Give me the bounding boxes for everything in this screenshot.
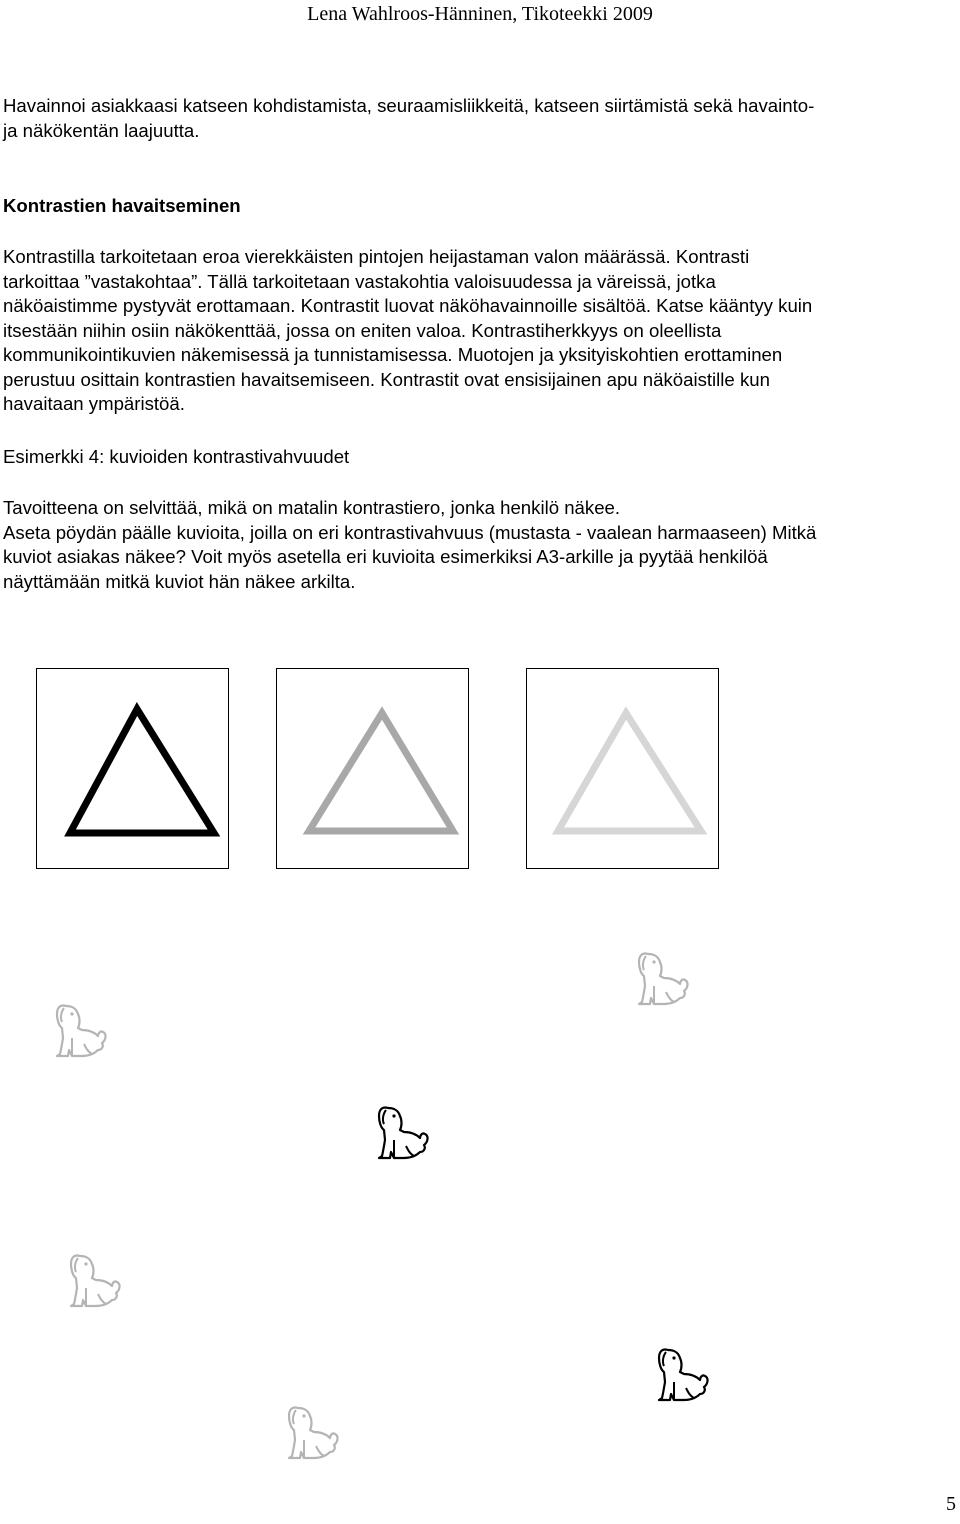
dog-outline — [379, 1107, 428, 1158]
dog-icon — [62, 1248, 126, 1312]
dog-ear — [293, 1410, 296, 1424]
dog-leg — [654, 986, 674, 1004]
paragraph-line: näköaistimme pystyvät erottamaan. Kontrastit luovat näköhavainnoille sisältöä. Katse kääntyy kuin — [3, 295, 813, 316]
dog-outline — [639, 953, 688, 1004]
dog-leg — [304, 1440, 324, 1458]
dog-leg — [86, 1288, 106, 1306]
dog-ear — [61, 1008, 64, 1022]
paragraph-line: Kontrastilla tarkoitetaan eroa vierekkäisten pintojen heijastaman valon määrässä. Kontrasti — [3, 246, 750, 267]
paragraph-line: kommunikointikuvien näkemisessä ja tunnistamisessa. Muotojen ja yksityiskohtien erottaminen — [3, 344, 783, 365]
paragraph-line: perustuu osittain kontrastien havaitsemiseen. Kontrastit ovat ensisijainen apu näköaistille kun — [3, 368, 770, 390]
example-title: Esimerkki 4: kuvioiden kontrastivahvuudet — [3, 446, 350, 467]
dog-leg — [394, 1140, 414, 1158]
paragraph-line: kuviot asiakas näkee? Voit myös asetella eri kuvioita esimerkiksi A3-arkille ja pyytää henkilöä — [3, 546, 768, 567]
triangle-box-light-gray — [526, 668, 719, 869]
paragraph-line: havaitaan ympäristöä. — [3, 393, 185, 414]
dog-icon — [650, 1342, 714, 1406]
dog-eye — [302, 1414, 305, 1417]
dog-ear — [75, 1258, 78, 1272]
paragraph-line: Aseta pöydän päälle kuvioita, joilla on eri kontrastivahvuus (mustasta - vaalean harmaaseen) Mitkä — [3, 521, 817, 543]
triangle-box-black — [36, 668, 229, 869]
triangle-box-gray — [276, 668, 469, 869]
paragraph-line: itsestään niihin osiin näkökenttää, jossa on eniten valoa. Kontrastiherkkyys on oleellista — [3, 319, 722, 341]
dog-icon — [630, 946, 694, 1010]
dog-outline — [57, 1005, 106, 1056]
triangle-figure-black — [37, 669, 227, 867]
intro-line: ja näkökentän laajuutta. — [3, 119, 200, 141]
section-title: Kontrastien havaitseminen — [3, 195, 241, 216]
dog-eye — [84, 1262, 87, 1265]
dog-leg — [72, 1038, 92, 1056]
contrast-paragraph — [3, 245, 958, 417]
dog-outline — [659, 1349, 708, 1400]
paragraph-line: tarkoittaa ”vastakohtaa”. Tällä tarkoitetaan vastakohtia valoisuudessa ja väreissä, jotka — [3, 270, 716, 292]
dog-eye — [672, 1356, 675, 1359]
paragraph-line: Tavoitteena on selvittää, mikä on matalin kontrastiero, jonka henkilö näkee. — [3, 497, 621, 518]
intro-line: Havainnoi asiakkaasi katseen kohdistamista, seuraamisliikkeitä, katseen siirtämistä sekä havainto- — [3, 95, 815, 116]
dog-eye — [392, 1114, 395, 1117]
dog-eye — [652, 960, 655, 963]
dog-ear — [663, 1352, 666, 1366]
dog-outline — [71, 1255, 120, 1306]
dog-eye — [70, 1012, 73, 1015]
paragraph-line: näyttämään mitkä kuviot hän näkee arkilta. — [3, 570, 356, 592]
page-number: 5 — [946, 1493, 956, 1515]
dog-icon — [280, 1400, 344, 1464]
dog-leg — [674, 1382, 694, 1400]
dog-ear — [383, 1110, 386, 1124]
example-paragraph — [3, 496, 958, 594]
dog-icon — [370, 1100, 434, 1164]
dog-ear — [643, 956, 646, 970]
triangle-figure-gray — [277, 669, 467, 867]
dog-icon — [48, 998, 112, 1062]
dog-outline — [289, 1407, 338, 1458]
page-header: Lena Wahlroos-Hänninen, Tikoteekki 2009 — [307, 3, 653, 25]
triangle-figure-light-gray — [527, 669, 717, 867]
intro-paragraph — [3, 94, 958, 143]
